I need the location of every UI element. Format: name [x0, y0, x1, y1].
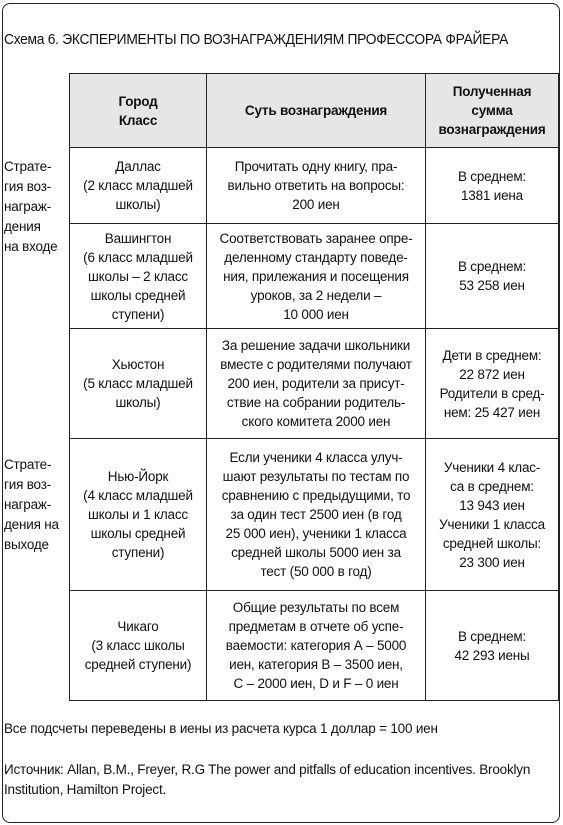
side-label-output-strategy: [4, 455, 59, 555]
essence-cell: За решение задачи школьники вместе с родителями получают 200 иен, родители за присут- ствие на собрании родитель- ского комитета 2000 иен: [207, 329, 426, 439]
essence-cell: Если ученики 4 класса улуч- шают результаты по тестам по сравнению с предыдущими, то за один тест 2500 иен (в год 25 000 иен), ученики 1 класса средней школы 5000 иен за тест (50 000 в год): [207, 439, 426, 591]
table-row: [70, 439, 559, 591]
table-row: [70, 591, 559, 701]
amount-cell: В среднем: 53 258 иен: [426, 224, 559, 329]
header-amount: Полученная сумма вознаграждения: [426, 74, 559, 148]
amount-cell: Ученики 4 клас- са в среднем: 13 943 иен Ученики 1 класса средней школы: 23 300 иен: [426, 439, 559, 591]
footnote: Все подсчеты переведены в иены из расчета курса 1 доллар = 100 иен: [4, 721, 438, 736]
amount-cell: В среднем: 42 293 иены: [426, 591, 559, 701]
essence-cell: Прочитать одну книгу, пра- вильно ответить на вопросы: 200 иен: [207, 148, 426, 224]
source-note: Источник: Allan, B.M., Freyer, R.G The power and pitfalls of education incentives. Brooklyn Institution, Hamilton Project.: [4, 762, 531, 797]
side-label-input-text: Страте- гия воз- награж- дения на входе: [4, 159, 58, 254]
rewards-table: [69, 73, 559, 701]
essence-cell: Соответствовать заранее опре- деленному стандарту поведе- ния, прилежания и посещения уроков, за 2 недели – 10 000 иен: [207, 224, 426, 329]
city-cell: Нью-Йорк (4 класс младшей школы и 1 класс школы средней ступени): [70, 439, 207, 591]
table-row: [70, 329, 559, 439]
scheme-title: Схема 6. ЭКСПЕРИМЕНТЫ ПО ВОЗНАГРАЖДЕНИЯМ ПРОФЕССОРА ФРАЙЕРА: [4, 31, 509, 48]
side-label-output-text: Страте- гия воз- награж- дения на выходе: [4, 457, 59, 552]
table-header-row: [70, 74, 559, 148]
city-cell: Хьюстон (5 класс младшей школы): [70, 329, 207, 439]
city-cell: Чикаго (3 класс школы средней ступени): [70, 591, 207, 701]
header-essence: Суть вознаграждения: [207, 74, 426, 148]
amount-cell: В среднем: 1381 иена: [426, 148, 559, 224]
city-cell: Даллас (2 класс младшей школы): [70, 148, 207, 224]
table-row: [70, 148, 559, 224]
table-row: [70, 224, 559, 329]
essence-cell: Общие результаты по всем предметам в отчете об успе- ваемости: категория А – 5000 иен, категория В – 3500 иен, С – 2000 иен, D и F – 0 иен: [207, 591, 426, 701]
city-cell: Вашингтон (6 класс младшей школы – 2 класс школы средней ступени): [70, 224, 207, 329]
side-label-input-strategy: [4, 157, 57, 257]
header-city: Город Класс: [70, 74, 207, 148]
amount-cell: Дети в среднем: 22 872 иен Родители в сред- нем: 25 427 иен: [426, 329, 559, 439]
